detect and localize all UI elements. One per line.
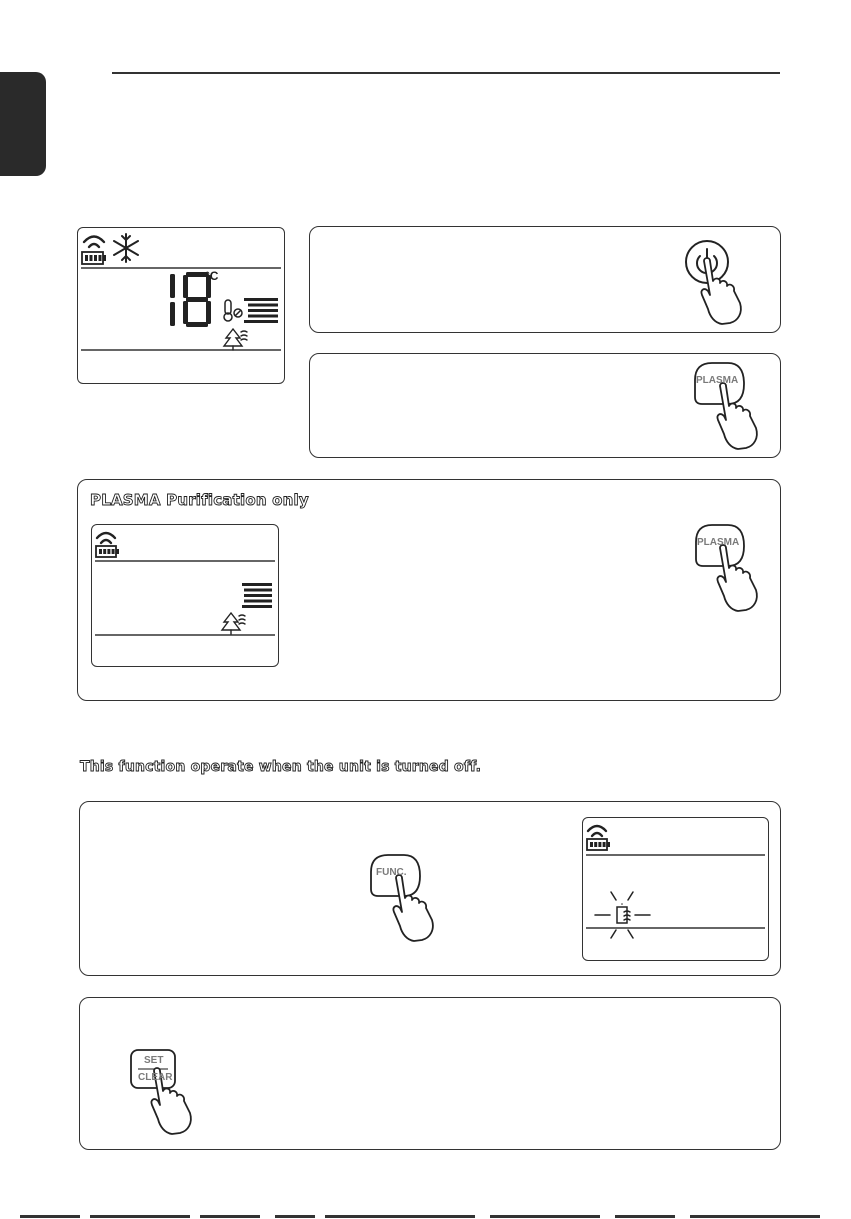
header-rule xyxy=(112,72,780,74)
battery-icon xyxy=(587,839,610,850)
set-clear-step-box xyxy=(79,997,781,1150)
plasma-only-heading: PLASMA Purification only xyxy=(90,491,309,509)
plasma-tree-icon xyxy=(224,329,247,350)
battery-icon xyxy=(96,546,119,557)
function-note: This function operate when the unit is turned off. xyxy=(80,759,482,775)
battery-icon xyxy=(82,252,106,264)
plasma-tree-icon xyxy=(222,613,245,634)
fan-speed-bars-icon xyxy=(244,298,278,323)
lcd-display-auto-clean xyxy=(582,817,769,961)
set-label: SET xyxy=(144,1055,164,1066)
crop-marks xyxy=(0,1214,851,1219)
plasma-only-box xyxy=(77,479,781,701)
signal-icon xyxy=(84,237,104,248)
signal-icon xyxy=(97,533,115,543)
clear-label: CLEAR xyxy=(138,1072,173,1083)
auto-clean-blinking-icon xyxy=(595,892,650,938)
lcd-display-cooling xyxy=(77,227,285,384)
power-step-box xyxy=(309,226,781,333)
degree-unit: °C xyxy=(205,269,219,283)
chapter-tab xyxy=(0,72,46,176)
lcd-display-plasma xyxy=(91,524,279,667)
plasma-step-box xyxy=(309,353,781,458)
func-button-label: FUNC. xyxy=(376,867,407,878)
snowflake-icon xyxy=(114,234,138,262)
signal-icon xyxy=(588,826,606,836)
plasma-button-label: PLASMA xyxy=(696,375,739,386)
fan-speed-bars-icon xyxy=(242,583,272,608)
plasma-button-label: PLASMA xyxy=(697,537,740,548)
func-step-box xyxy=(79,801,781,976)
thermometer-icon xyxy=(224,300,242,321)
